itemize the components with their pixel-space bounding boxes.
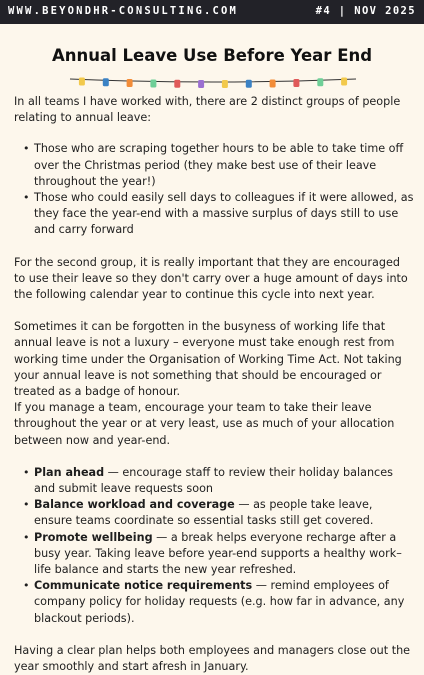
issue-date: #4 | NOV 2025	[315, 5, 416, 17]
garland-bulb-icon	[293, 79, 299, 87]
list-item	[24, 497, 414, 529]
garland-string	[70, 79, 356, 82]
manager-paragraph: If you manage a team, encourage your team to take their leave throughout the year or at very least, use as much of your allocation between now and year-end.	[14, 401, 395, 447]
header-bar	[0, 0, 424, 24]
tips-list	[14, 465, 414, 627]
list-item: • Those who could easily sell days to colleagues if it were allowed, as they face the year-end with a massive surplus of days still to use and carry forward	[24, 190, 414, 239]
garland-bulb-icon	[127, 79, 133, 87]
tip-text: — as people take leave, ensure teams coordinate so essential tasks still get covered.	[34, 498, 374, 528]
garland-bulb-icon	[79, 78, 85, 86]
garland-bulb-icon	[246, 80, 252, 88]
intro-paragraph: In all teams I have worked with, there are 2 distinct groups of people relating to annual leave:	[14, 95, 401, 125]
list-item	[24, 465, 414, 497]
garland-bulb-icon	[103, 78, 109, 86]
tip-label: Balance workload and coverage	[34, 498, 235, 512]
garland-bulb-icon	[270, 80, 276, 88]
closing-paragraph: Having a clear plan helps both employees and managers close out the year smoothly and start afresh in January.	[14, 643, 411, 674]
website-url[interactable]: WWW.BEYONDHR-CONSULTING.COM	[8, 5, 239, 17]
tip-label: Promote wellbeing	[34, 530, 153, 544]
list-item: • Those who are scraping together hours to be able to take time off over the Christmas period (they make best use of their leave throughout the year!)	[24, 141, 414, 190]
garland-bulb-icon	[317, 78, 323, 86]
tip-text: — a break helps everyone recharge after a busy year. Taking leave before year-end supports a healthy work–life balance and starts the new year refreshed.	[34, 530, 402, 577]
garland-decoration-icon	[68, 73, 358, 89]
garland-bulb-icon	[174, 80, 180, 88]
list-item	[24, 578, 414, 627]
article-body	[14, 94, 414, 675]
tip-text: — encourage staff to review their holiday balances and submit leave requests soon	[34, 465, 393, 496]
tip-text: — remind employees of company policy for holiday requests (e.g. how far in advance, any blackout periods).	[34, 579, 405, 625]
garland-bulb-icon	[222, 80, 228, 88]
rest-paragraph: Sometimes it can be forgotten in the busyness of working life that annual leave is not a luxury – everyone must take enough rest from working time under the Organisation of Working Time Act. Not taking your annual leave is not something that should be encouraged or treated as a badge of honour.	[14, 320, 402, 399]
tip-label: Plan ahead	[34, 465, 105, 479]
tip-label: Communicate notice requirements	[34, 579, 253, 593]
second-group-paragraph: For the second group, it is really important that they are encouraged to use their leave so they don't carry over a huge amount of days into the following calendar year to continue this cycle into next year.	[14, 255, 408, 302]
garland-bulb-icon	[150, 80, 156, 88]
garland-bulb-icon	[341, 78, 347, 86]
garland-bulb-icon	[198, 80, 204, 88]
page-title: Annual Leave Use Before Year End	[51, 46, 373, 65]
groups-list	[14, 141, 414, 238]
list-item	[24, 530, 414, 579]
